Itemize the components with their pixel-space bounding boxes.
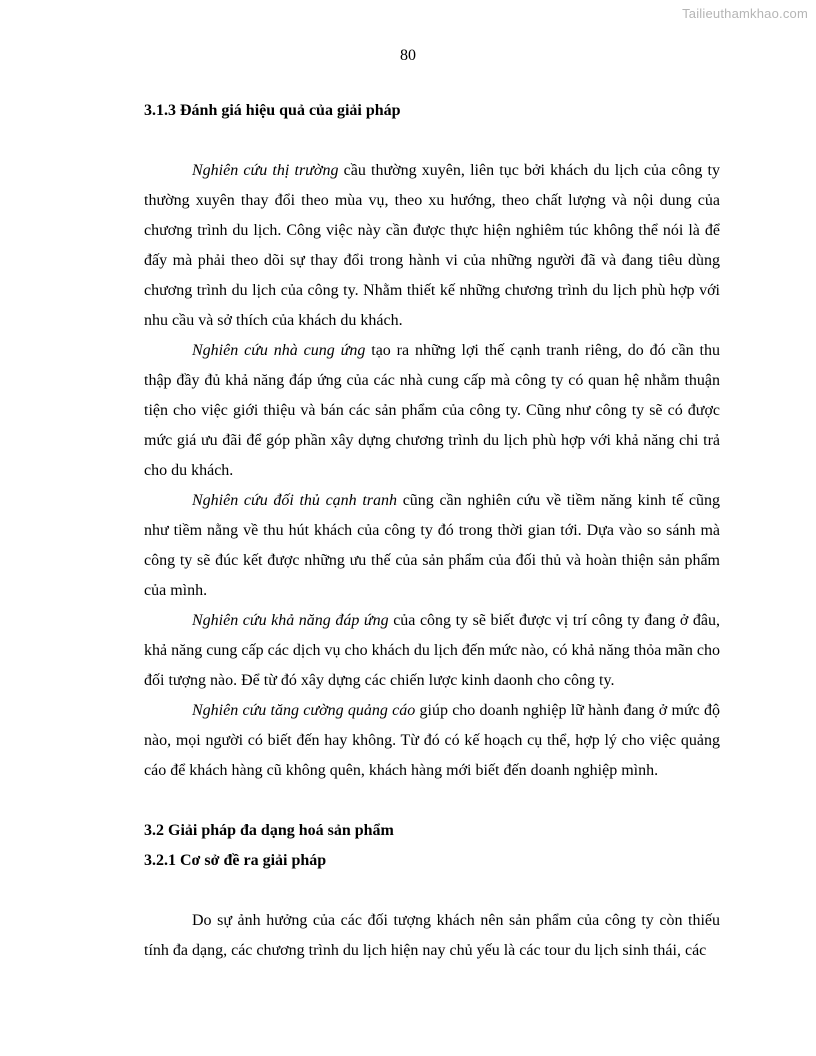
section-heading-3-2: 3.2 Giải pháp đa dạng hoá sản phẩm	[144, 822, 394, 839]
paragraph-advertising-research	[144, 696, 720, 786]
paragraph-lead: Nghiên cứu thị trường	[192, 162, 339, 179]
paragraph-text: cầu thường xuyên, liên tục bởi khách du lịch của công ty thường xuyên thay đổi theo mùa vụ, theo xu hướng, theo chất lượng và nội dung của chương trình du lịch. Công việc này cần được thực hiện nghiêm túc không thể nói là để đấy mà phải theo dõi sự thay đổi trong hành vi của những người đã và đang tiêu dùng chương trình du lịch của công ty. Nhằm thiết kế những chương trình du lịch phù hợp với nhu cầu và sở thích của khách du khách.	[144, 162, 721, 329]
paragraph-lead: Nghiên cứu đối thủ cạnh tranh	[192, 492, 398, 509]
paragraph-market-research	[144, 156, 720, 336]
paragraph-lead: Nghiên cứu khả năng đáp ứng	[192, 612, 389, 629]
section-heading-3-1-3: 3.1.3 Đánh giá hiệu quả của giải pháp	[144, 102, 401, 119]
paragraph-text: tạo ra những lợi thế cạnh tranh riêng, do đó cần thu thập đầy đủ khả năng đáp ứng của các nhà cung cấp mà công ty có quan hệ nhằm thuận tiện cho việc giới thiệu và bán các sản phẩm của công ty. Cũng như công ty sẽ có được mức giá ưu đãi để góp phần xây dựng chương trình du lịch phù hợp với khả năng chi trả cho du khách.	[144, 342, 720, 479]
paragraph-text: giúp cho doanh nghiệp lữ hành đang ở mức độ nào, mọi người có biết đến hay không. Từ đó có kế hoạch cụ thể, hợp lý cho việc quảng cáo để khách hàng cũ không quên, khách hàng mới biết đến doanh nghiệp mình.	[144, 702, 720, 779]
paragraph-lead: Nghiên cứu nhà cung ứng	[192, 342, 366, 359]
section-heading-3-2-1: 3.2.1 Cơ sở đề ra giải pháp	[144, 852, 327, 869]
paragraph-basis: Do sự ảnh hưởng của các đối tượng khách nên sản phẩm của công ty còn thiếu tính đa dạng, các chương trình du lịch hiện nay chủ yếu là các tour du lịch sinh thái, các	[144, 912, 720, 959]
watermark: Tailieuthamkhao.com	[682, 6, 808, 21]
document-body	[144, 96, 720, 966]
paragraph-text: của công ty sẽ biết được vị trí công ty đang ở đâu, khả năng cung cấp các dịch vụ cho khách du lịch đến mức nào, có khả năng thỏa mãn cho đối tượng nào. Để từ đó xây dựng các chiến lược kinh daonh cho công ty.	[144, 612, 720, 689]
paragraph-capacity-research	[144, 606, 720, 696]
paragraph-text: cũng cần nghiên cứu về tiềm năng kinh tế cũng như tiềm nằng về thu hút khách của công ty đó trong thời gian tới. Dựa vào so sánh mà công ty sẽ đúc kết được những ưu thế của sản phẩm của đối thủ và hoàn thiện sản phẩm của mình.	[144, 492, 721, 599]
paragraph-competitor-research	[144, 486, 720, 606]
paragraph-lead: Nghiên cứu tăng cường quảng cáo	[192, 702, 416, 719]
page-number: 80	[400, 47, 416, 64]
paragraph-supplier-research	[144, 336, 720, 486]
